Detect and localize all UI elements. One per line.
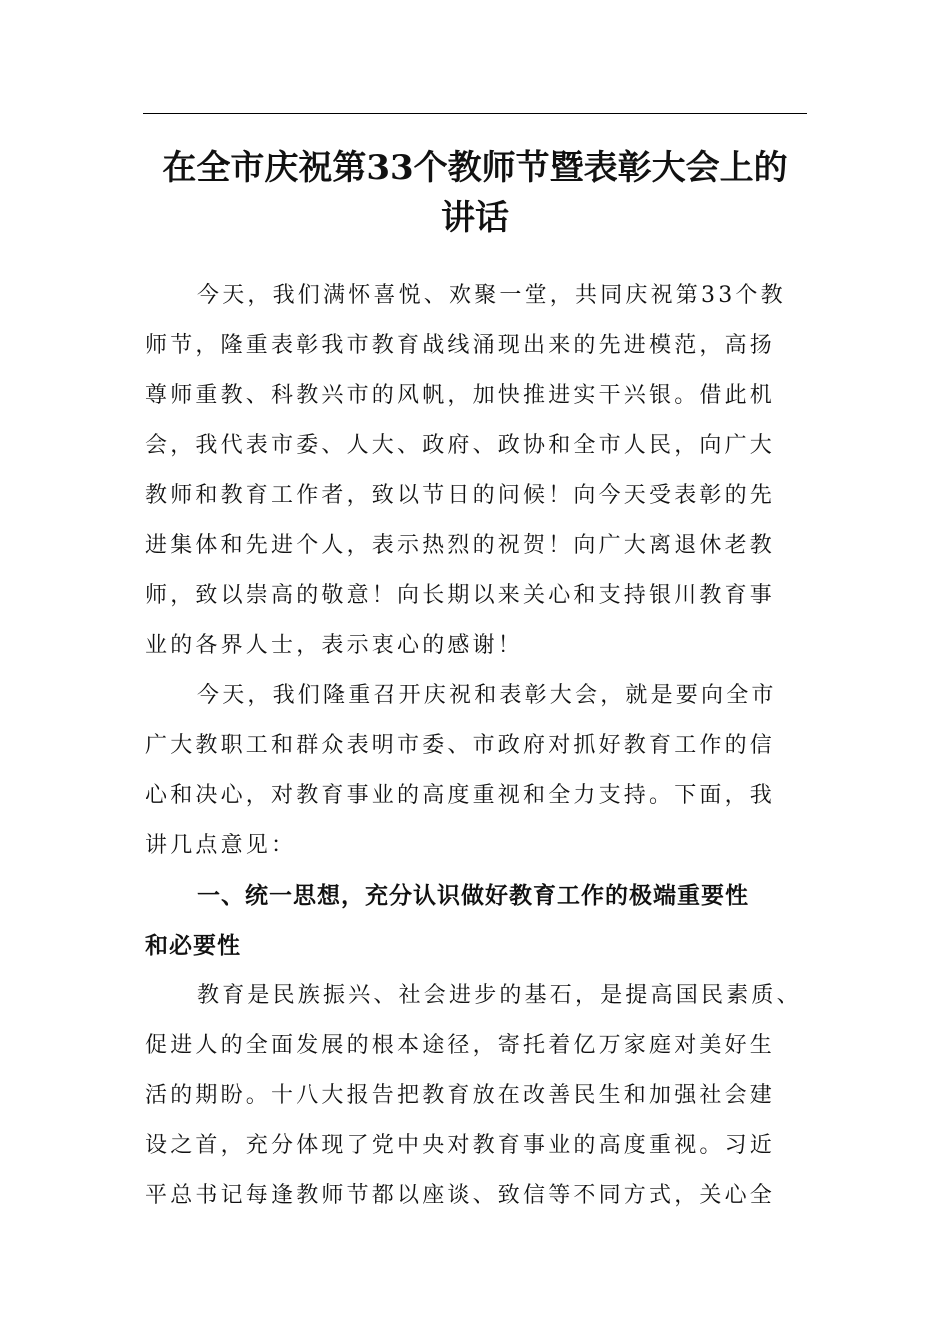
paragraph-line: 平总书记每逢教师节都以座谈、致信等不同方式，关心全	[145, 1183, 776, 1208]
paragraph-line: 进集体和先进个人，表示热烈的祝贺！向广大离退休老教	[145, 533, 776, 558]
title-line-2: 讲话	[441, 197, 509, 238]
section-heading-1	[145, 871, 809, 971]
paragraph-line: 广大教职工和群众表明市委、市政府对抓好教育工作的信	[145, 733, 776, 758]
paragraph-line: 讲几点意见：	[145, 833, 297, 858]
paragraph-line: 设之首，充分体现了党中央对教育事业的高度重视。习近	[145, 1133, 776, 1158]
heading-line: 和必要性	[145, 933, 241, 959]
paragraph-line: 今天，我们隆重召开庆祝和表彰大会，就是要向全市	[197, 683, 777, 708]
paragraph-line: 业的各界人士，表示衷心的感谢！	[145, 633, 524, 658]
paragraph-line: 教师和教育工作者，致以节日的问候！向今天受表彰的先	[145, 483, 776, 508]
paragraph-purpose	[145, 671, 809, 871]
paragraph-line: 尊师重教、科教兴市的风帆，加快推进实干兴银。借此机	[145, 383, 776, 408]
title-top-rule	[143, 113, 807, 114]
paragraph-line: 活的期盼。十八大报告把教育放在改善民生和加强社会建	[145, 1083, 776, 1108]
paragraph-line: 师节，隆重表彰我市教育战线涌现出来的先进模范，高扬	[145, 333, 776, 358]
paragraph-greeting	[145, 271, 809, 671]
paragraph-line: 今天，我们满怀喜悦、欢聚一堂，共同庆祝第33个教	[197, 283, 786, 308]
document-body	[145, 271, 809, 1221]
paragraph-line: 心和决心，对教育事业的高度重视和全力支持。下面，我	[145, 783, 776, 808]
document-title	[143, 143, 807, 243]
paragraph-education	[145, 971, 809, 1221]
paragraph-line: 会，我代表市委、人大、政府、政协和全市人民，向广大	[145, 433, 776, 458]
title-line-1: 在全市庆祝第33个教师节暨表彰大会上的	[162, 147, 788, 188]
heading-line: 一、统一思想，充分认识做好教育工作的极端重要性	[197, 883, 749, 909]
paragraph-line: 促进人的全面发展的根本途径，寄托着亿万家庭对美好生	[145, 1033, 776, 1058]
paragraph-line: 师，致以崇高的敬意！向长期以来关心和支持银川教育事	[145, 583, 776, 608]
paragraph-line: 教育是民族振兴、社会进步的基石，是提高国民素质、	[197, 983, 802, 1008]
